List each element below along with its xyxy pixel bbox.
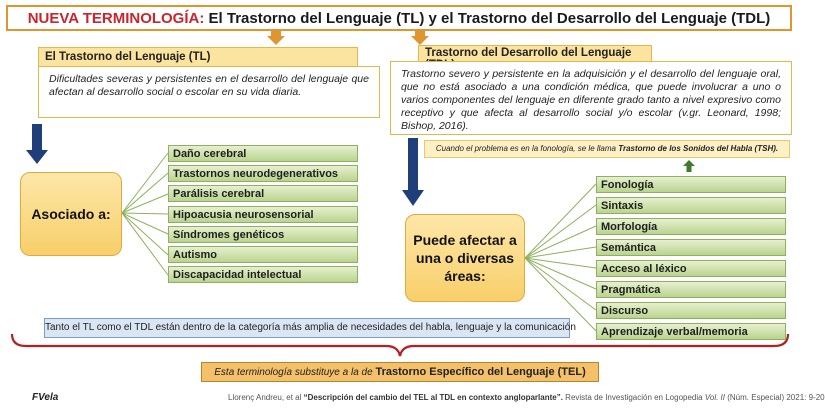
tsh-note-text: Cuando el problema es en la fonología, se le llama bbox=[435, 144, 616, 153]
substitution-note bbox=[201, 362, 599, 382]
citation bbox=[228, 393, 825, 402]
associated-item: Discapacidad intelectual bbox=[168, 266, 358, 283]
tdl-heading: Trastorno del Desarrollo del Lenguaje bbox=[418, 45, 652, 62]
citation-tail: (Núm. Especial) 2021: 9-20 bbox=[727, 393, 825, 402]
area-item: Pragmática bbox=[596, 281, 786, 298]
tdl-definition: Trastorno severo y persistente en la adquisición y el desarrollo del lenguaje oral, que no está asociado a una condición médica, que puede involucrar a uno o varios componentes del lenguaje en diferente grado tanto a nivel expresivo como receptivo y que afecta al desarrollo social y/o escolar (v.gr. Leonard, 1998; Bishop, 2016). bbox=[390, 61, 792, 135]
area-item: Morfología bbox=[596, 218, 786, 235]
associated-item: Hipoacusia neurosensorial bbox=[168, 206, 358, 223]
citation-journal: Revista de Investigación en Logopedia bbox=[565, 393, 703, 402]
substitution-text: Esta terminología substituye a la de bbox=[214, 367, 373, 378]
area-item: Discurso bbox=[596, 302, 786, 319]
tl-heading: El Trastorno del Lenguaje (TL) bbox=[38, 47, 358, 67]
associated-item: Daño cerebral bbox=[168, 145, 358, 162]
tsh-note-bold: Trastorno de los Sonidos del Habla (TSH). bbox=[618, 144, 779, 153]
areas-node: Puede afectar a una o diversas áreas: bbox=[405, 214, 525, 302]
author-signature: FVela bbox=[32, 392, 59, 403]
area-item: Semántica bbox=[596, 239, 786, 256]
area-item: Aprendizaje verbal/memoria bbox=[596, 323, 786, 340]
citation-lead: Llorenç Andreu, et al bbox=[228, 393, 302, 402]
associated-item: Autismo bbox=[168, 246, 358, 263]
associated-item: Parálisis cerebral bbox=[168, 185, 358, 202]
title-prefix: NUEVA TERMINOLOGÍA: bbox=[27, 10, 205, 27]
area-item: Acceso al léxico bbox=[596, 260, 786, 277]
citation-volume: Vol. II bbox=[704, 393, 725, 402]
substitution-bold: Trastorno Específico del Lenguaje (TEL) bbox=[375, 366, 586, 378]
associated-node: Asociado a: bbox=[20, 172, 122, 256]
title-text: El Trastorno del Lenguaje (TL) y el Trastorno del Desarrollo del Lenguaje (TDL) bbox=[208, 10, 771, 27]
tl-definition: Dificultades severas y persistentes en el desarrollo del lenguaje que afectan al desarrollo social o escolar en su vida diaria. bbox=[38, 66, 380, 118]
area-item: Sintaxis bbox=[596, 197, 786, 214]
associated-item: Síndromes genéticos bbox=[168, 226, 358, 243]
associated-item: Trastornos neurodegenerativos bbox=[168, 165, 358, 182]
area-item: Fonología bbox=[596, 176, 786, 193]
umbrella-note: Tanto el TL como el TDL están dentro de la categoría más amplia de necesidades del habla, lenguaje y la comunicación bbox=[44, 318, 570, 338]
citation-title: “Descripción del cambio del TEL al TDL en contexto angloparlante”. bbox=[303, 393, 563, 402]
